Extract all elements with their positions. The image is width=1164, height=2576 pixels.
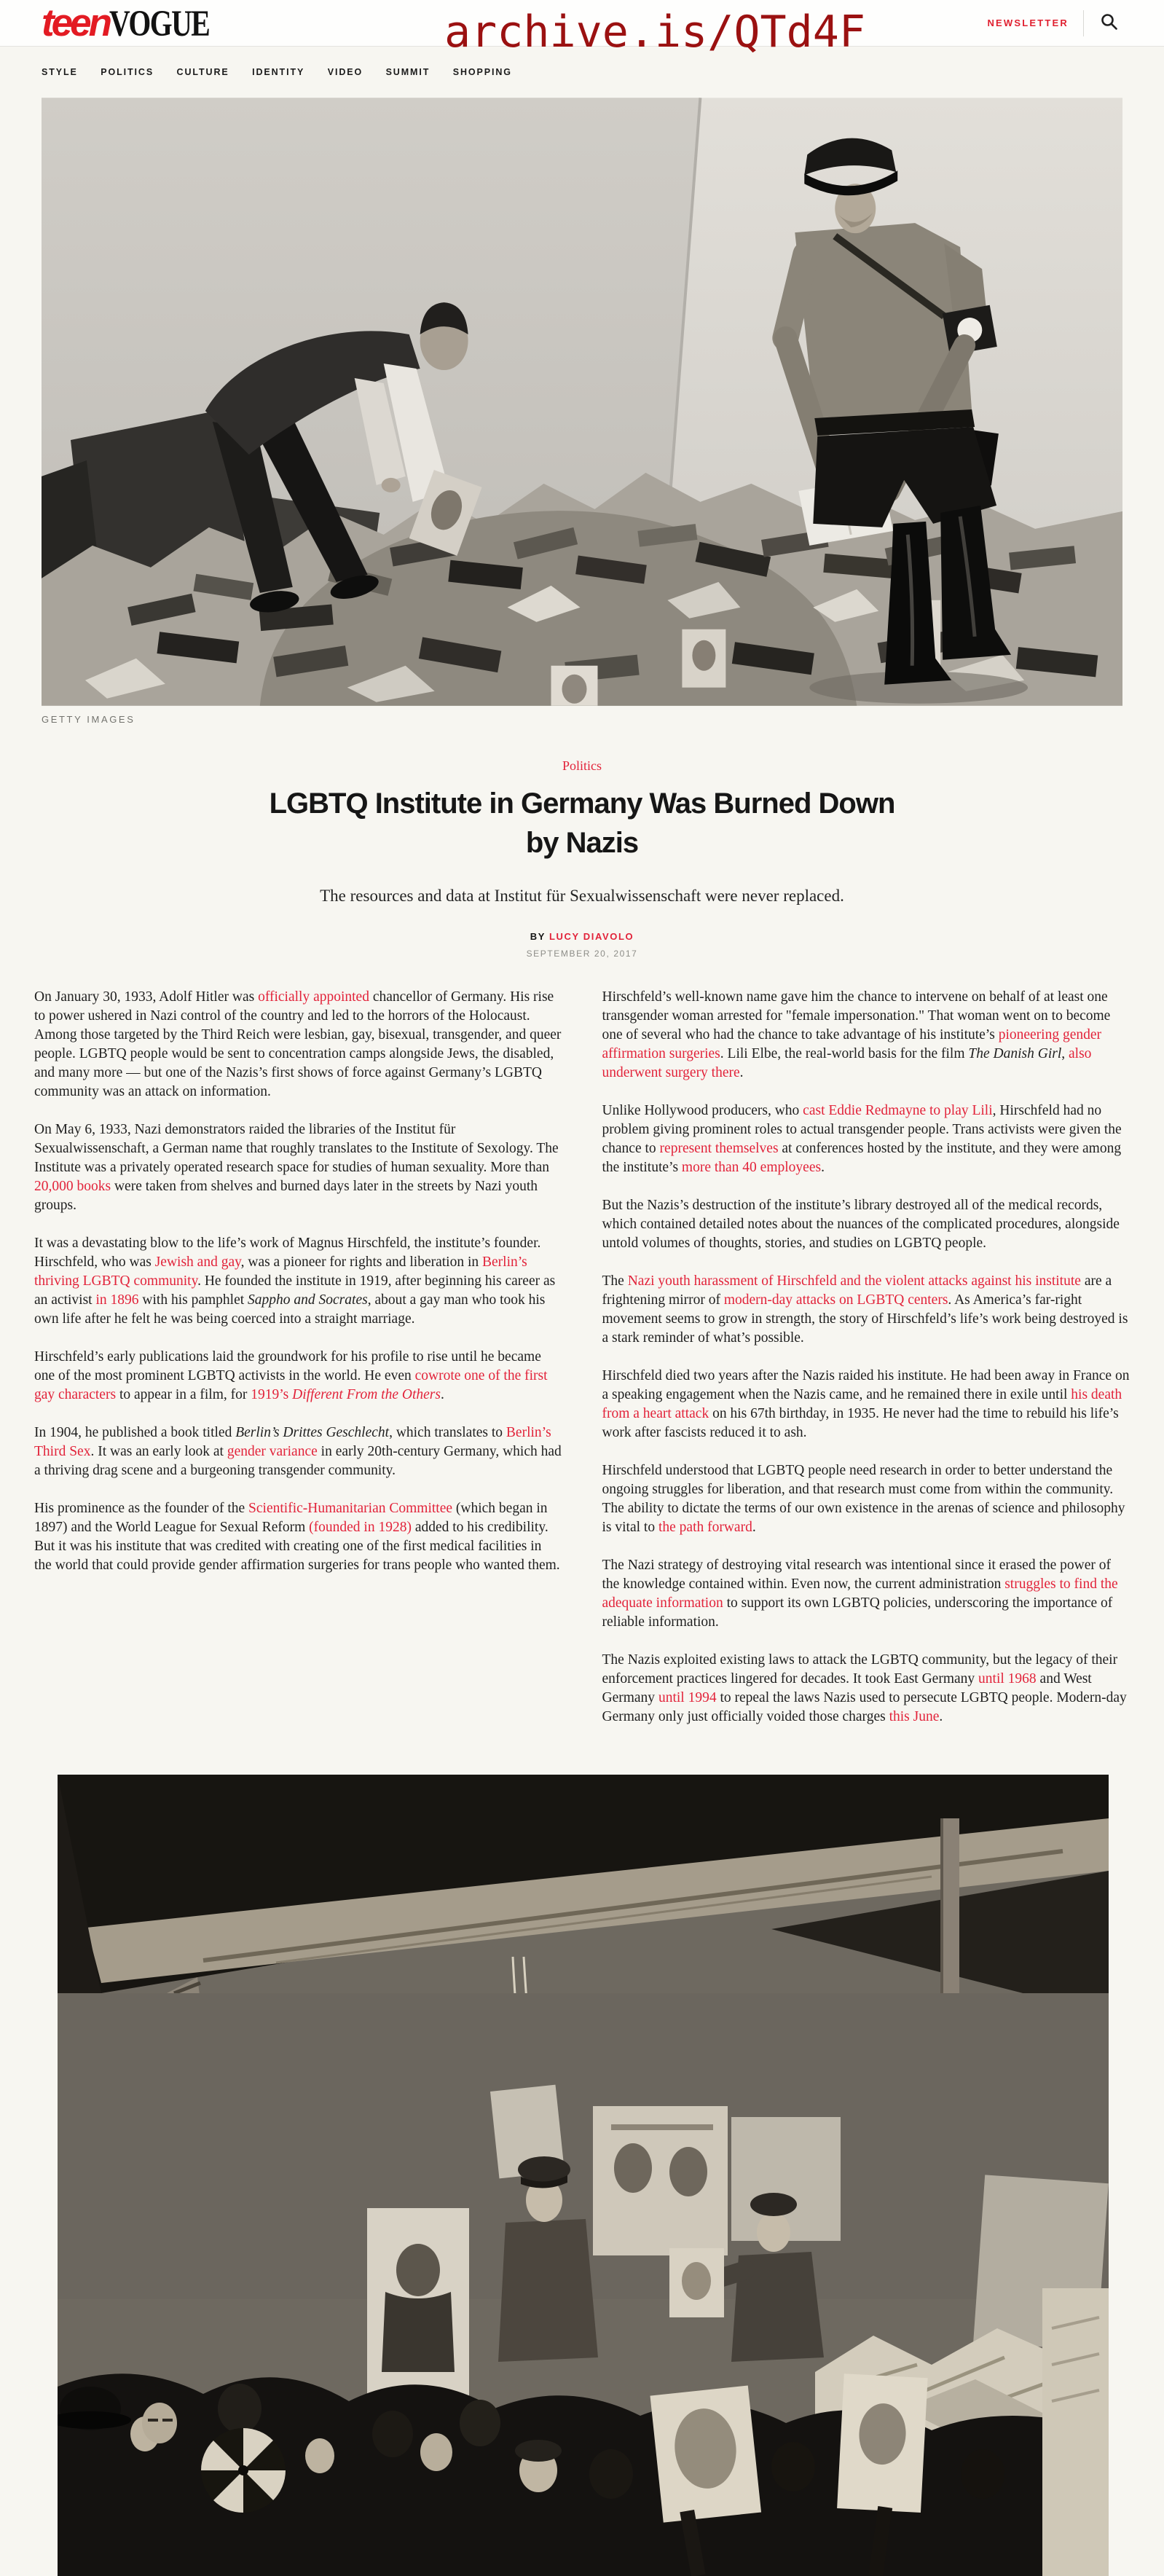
paragraph <box>602 1102 1130 1177</box>
text-segment: and West Germany <box>602 1671 1092 1706</box>
nav-item-style[interactable]: STYLE <box>42 67 78 77</box>
text-segment: Berlin’s Drittes Geschlecht <box>235 1425 390 1441</box>
text-segment: are a frightening mirror of <box>602 1273 1112 1308</box>
text-segment: , which translates to <box>389 1425 506 1441</box>
text-segment: were taken from shelves and burned days later in the streets by Nazi youth groups. <box>34 1179 538 1214</box>
text-segment: . <box>939 1709 943 1725</box>
text-segment: . <box>752 1520 756 1536</box>
article-link[interactable]: the path forward <box>658 1520 752 1536</box>
bottom-photo <box>58 1775 1109 2576</box>
text-segment: . It was an early look at <box>90 1444 227 1460</box>
paragraph <box>34 1120 562 1215</box>
text-segment: to support its own LGBTQ policies, underscoring the importance of reliable information. <box>602 1595 1113 1630</box>
article-link[interactable]: Jewish and gay <box>154 1254 241 1271</box>
text-segment: to appear in a film, for <box>116 1387 251 1403</box>
text-segment: . <box>440 1387 444 1403</box>
author-link[interactable]: LUCY DIAVOLO <box>549 931 634 943</box>
article-link[interactable]: also underwent surgery there <box>602 1046 1092 1081</box>
text-segment: Hirschfeld died two years after the Nazis raided his institute. He had been away in France on a speaking engagement when the Nazis came, and he remained there in exile until <box>602 1368 1130 1403</box>
article-link[interactable]: this June <box>889 1709 940 1725</box>
text-segment: in early 20th-century Germany, which had a thriving drag scene and a burgeoning transgender community. <box>34 1444 562 1479</box>
paragraph <box>602 1651 1130 1727</box>
paragraph <box>602 988 1130 1083</box>
article-link[interactable]: struggles to find the adequate information <box>602 1576 1118 1611</box>
left-column <box>34 988 562 1746</box>
text-segment: In 1904, he published a book titled <box>34 1425 236 1441</box>
paragraph <box>34 1234 562 1329</box>
text-segment: The Danish Girl <box>968 1046 1062 1062</box>
article-link[interactable]: Berlin’s thriving LGBTQ community <box>34 1254 527 1289</box>
byline-prefix: BY <box>530 931 546 943</box>
paragraph <box>602 1461 1130 1537</box>
article-link[interactable]: cast Eddie Redmayne to play Lili <box>803 1103 993 1119</box>
text-segment: The <box>602 1273 628 1289</box>
text-segment: Hirschfeld understood that LGBTQ people need research in order to better understand the ongoing struggles for liberation, and that research must come from within the community. The ability to dictate the terms of our own existence in the arenas of science and philosophy is vital to <box>602 1463 1125 1536</box>
logo-vogue-text: VOGUE <box>109 3 210 44</box>
article-link[interactable]: pioneering gender affirmation surgeries <box>602 1027 1102 1062</box>
text-segment: His prominence as the founder of the <box>34 1501 249 1517</box>
text-segment: Hirschfeld’s early publications laid the groundwork for his profile to rise until he became one of the most prominent LGBTQ activists in the world. He even <box>34 1349 541 1384</box>
text-segment: added to his credibility. But it was his institute that was credited with creating one of the first medical facilities in the world that could provide gender affirmation surgeries for trans people who wanted them. <box>34 1520 560 1574</box>
text-segment: But the Nazis’s destruction of the institute’s library destroyed all of the medical records, which contained detailed notes about the nuances of the complicated procedures, alongside untold volumes of thoughts, stories, and studies on LGBTQ people. <box>602 1198 1120 1252</box>
text-segment: It was a devastating blow to the life’s work of Magnus Hirschfeld, the institute’s founder. Hirschfeld, who was <box>34 1236 541 1271</box>
article-title: LGBTQ Institute in Germany Was Burned Down by Nazis <box>269 788 895 859</box>
photo-credit: GETTY IMAGES <box>42 714 135 725</box>
article-link[interactable]: (founded in 1928) <box>309 1520 412 1536</box>
publish-date: SEPTEMBER 20, 2017 <box>526 949 638 959</box>
teenvogue-logo[interactable] <box>42 1 237 44</box>
article-link[interactable]: 1919’s <box>251 1387 293 1403</box>
paragraph <box>602 1272 1130 1348</box>
article-dek: The resources and data at Institut für Sexualwissenschaft were never replaced. <box>320 887 844 905</box>
text-segment: . As America’s far-right movement seems to grow in strength, the story of Hirschfeld’s life’s work being destroyed is a stark reminder of what’s possible. <box>602 1292 1128 1346</box>
text-segment: , Hirschfeld had no problem giving prominent roles to actual transgender people. Trans activists were given the chance to <box>602 1103 1122 1157</box>
text-segment: , was a pioneer for rights and liberation in <box>240 1254 483 1271</box>
nav-item-politics[interactable]: POLITICS <box>101 67 154 77</box>
text-segment: with his pamphlet <box>138 1292 248 1308</box>
search-icon <box>1100 12 1119 34</box>
article-link[interactable]: represent themselves <box>659 1141 779 1157</box>
article-body <box>0 988 1164 1746</box>
article-link[interactable]: until 1994 <box>658 1690 717 1706</box>
site-header <box>0 0 1164 47</box>
article-link[interactable]: gender variance <box>227 1444 318 1460</box>
nav-item-summit[interactable]: SUMMIT <box>385 67 430 77</box>
text-segment: . <box>821 1160 825 1176</box>
byline <box>0 931 1164 942</box>
article-link[interactable]: until 1968 <box>978 1671 1037 1687</box>
text-segment: (which began in 1897) and the World League for Sexual Reform <box>34 1501 548 1536</box>
text-segment: , <box>1061 1046 1069 1062</box>
text-segment: . He founded the institute in 1919, after beginning his career as an activist <box>34 1273 556 1308</box>
header-divider <box>1083 10 1084 36</box>
text-segment: Unlike Hollywood producers, who <box>602 1103 803 1119</box>
paragraph <box>34 988 562 1102</box>
article-link[interactable]: Scientific-Humanitarian Committee <box>248 1501 453 1517</box>
display-board <box>593 2106 728 2255</box>
text-segment: to repeal the laws Nazis used to persecute LGBTQ people. Modern-day Germany only just officially voided those charges <box>602 1690 1127 1725</box>
text-segment: . Lili Elbe, the real-world basis for the film <box>720 1046 969 1062</box>
article-link[interactable]: Nazi youth harassment of Hirschfeld and the violent attacks against his institute <box>627 1273 1081 1289</box>
paragraph <box>34 1348 562 1405</box>
text-segment: chancellor of Germany. His rise to power ushered in Nazi control of the country and led to the horrors of the Holocaust. Among those targeted by the Third Reich were lesbian, gay, bisexual, transgender, and queer people. LGBTQ people would be sent to concentration camps alongside Jews, the disabled, and many more — but one of the Nazis’s first shows of force against Germany’s LGBTQ community was an attack on information. <box>34 989 562 1100</box>
text-segment: . <box>739 1065 744 1081</box>
article-link[interactable]: in 1896 <box>95 1292 139 1308</box>
paragraph <box>34 1499 562 1575</box>
text-segment: The Nazis exploited existing laws to attack the LGBTQ community, but the legacy of their enforcement practices lingered for decades. It took East Germany <box>602 1652 1118 1687</box>
article-link[interactable]: Different From the Others <box>292 1387 441 1403</box>
paragraph <box>602 1367 1130 1442</box>
right-column <box>602 988 1130 1746</box>
nav-item-identity[interactable]: IDENTITY <box>252 67 305 77</box>
article-link[interactable]: his death from a heart attack <box>602 1387 1122 1422</box>
nav-item-shopping[interactable]: SHOPPING <box>452 67 512 77</box>
hero-photo <box>42 98 1122 706</box>
paragraph <box>602 1196 1130 1253</box>
text-segment: Sappho and Socrates <box>248 1292 368 1308</box>
paragraph <box>34 1424 562 1480</box>
text-segment: The Nazi strategy of destroying vital research was intentional since it erased the power of the knowledge contained within. Even now, the current administration <box>602 1558 1111 1593</box>
nav-item-video[interactable]: VIDEO <box>327 67 363 77</box>
text-segment: at conferences hosted by the institute, and they were among the institute’s <box>602 1141 1122 1176</box>
article-link[interactable]: cowrote one of the first gay characters <box>34 1368 548 1403</box>
paragraph <box>602 1556 1130 1632</box>
search-button[interactable] <box>1098 11 1120 35</box>
article-link[interactable]: modern-day attacks on LGBTQ centers <box>723 1292 948 1308</box>
logo-teen-text: teen <box>42 1 109 44</box>
article-link[interactable]: 20,000 books <box>34 1179 111 1195</box>
article-link[interactable]: officially appointed <box>258 989 369 1005</box>
text-segment: On January 30, 1933, Adolf Hitler was <box>34 989 259 1005</box>
nav-item-culture[interactable]: CULTURE <box>176 67 229 77</box>
article-link[interactable]: Berlin’s Third Sex <box>34 1425 551 1460</box>
article-link[interactable]: more than 40 employees <box>681 1160 822 1176</box>
text-segment: On May 6, 1933, Nazi demonstrators raided the libraries of the Institut für Sexualwissenschaft, a German name that roughly translates to the Institute of Sexology. The Institute was a privately operated research space for studies of human sexuality. More than <box>34 1122 559 1176</box>
text-segment: Hirschfeld’s well-known name gave him the chance to intervene on behalf of at least one transgender woman arrested for "female impersonation." That woman went on to become one of several who had the chance to take advantage of his institute’s <box>602 989 1111 1043</box>
archive-url-overlay: archive.is/QTd4F <box>444 7 865 58</box>
text-segment: on his 67th birthday, in 1935. He never had the time to rebuild his life’s work after fascists reduced it to ash. <box>602 1406 1119 1441</box>
primary-nav <box>0 47 1164 79</box>
newsletter-link[interactable]: NEWSLETTER <box>987 17 1069 28</box>
category-link[interactable]: Politics <box>562 758 602 773</box>
text-segment: , about a gay man who took his own life after he felt he was being coerced into a straight marriage. <box>34 1292 546 1327</box>
